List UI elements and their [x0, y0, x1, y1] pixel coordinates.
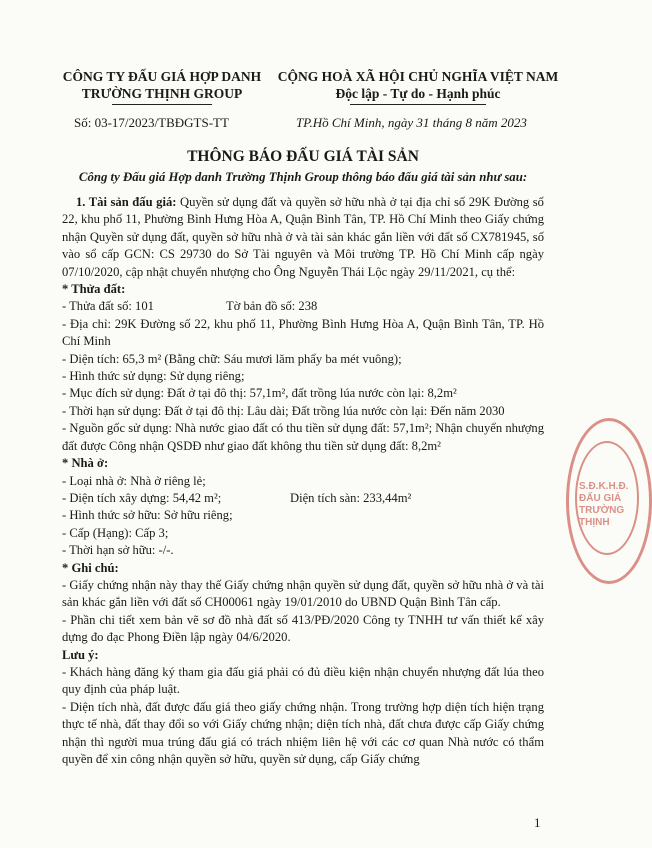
- land-origin: - Nguồn gốc sử dụng: Nhà nước giao đất có thu tiền sử dụng đất: 57,1m²; Nhận chuyển nhượng đất được Công nhận QSDĐ như giao đất không thu tiền sử dụng đất: 8,2m²: [62, 421, 544, 453]
- house-floor-area: Diện tích sàn: 233,44m²: [290, 490, 412, 505]
- note-1: - Giấy chứng nhận này thay thế Giấy chứng nhận quyền sử dụng đất, quyền sở hữu nhà ở và tài sản khác gắn liền với đất số CH00061 ngày 19/01/2010 do UBND Quận Bình Tân cấp.: [62, 577, 544, 610]
- land-parcel-row: [62, 298, 544, 315]
- asset-paragraph: [62, 194, 544, 281]
- house-build-area: - Diện tích xây dựng: 54,42 m²;: [62, 490, 222, 505]
- land-map-sheet: Tờ bản đồ số: 238: [226, 299, 318, 314]
- land-address: - Địa chỉ: 29K Đường số 22, khu phố 11, Phường Bình Hưng Hòa A, Quận Bình Tân, TP. Hồ Chí Minh: [62, 316, 544, 349]
- land-usage-purpose: - Mục đích sử dụng: Đất ở tại đô thị: 57,1m², đất trồng lúa nước còn lại: 8,2m²: [62, 386, 457, 401]
- document-title: THÔNG BÁO ĐẤU GIÁ TÀI SẢN: [187, 148, 419, 165]
- asset-label: 1. Tài sản đấu giá:: [76, 195, 177, 209]
- remark-1: - Khách hàng đăng ký tham gia đấu giá phải có đủ điều kiện nhận chuyển nhượng đất lúa theo quy định của pháp luật.: [62, 664, 544, 697]
- note-2: - Phần chi tiết xem bản vẽ sơ đồ nhà đất số 413/PĐ/2020 Công ty TNHH tư vấn thiết kế xây dựng đo đạc Phong Điền lập ngày 04/6/2020.: [62, 612, 544, 645]
- document-number: Số: 03-17/2023/TBĐGTS-TT: [74, 115, 229, 130]
- company-name-line2: TRƯỜNG THỊNH GROUP: [81, 86, 243, 101]
- place-date: TP.Hồ Chí Minh, ngày 31 tháng 8 năm 2023: [296, 115, 527, 130]
- land-usage-term: - Thời hạn sử dụng: Đất ở tại đô thị: Lâu dài; Đất trồng lúa nước còn lại: Đến năm 2030: [62, 403, 505, 418]
- notes-heading: * Ghi chú:: [62, 560, 119, 575]
- company-underline: [112, 104, 212, 105]
- nation-line1: CỘNG HOÀ XÃ HỘI CHỦ NGHĨA VIỆT NAM: [277, 69, 559, 84]
- house-term: - Thời hạn sở hữu: -/-.: [62, 543, 174, 558]
- company-seal: [566, 418, 652, 584]
- document-body: [62, 194, 544, 768]
- house-area-row: [62, 490, 544, 507]
- seal-text: S.Đ.K.H.Đ. ĐẤU GIÁ TRƯỜNG THỊNH: [579, 481, 629, 528]
- house-heading: * Nhà ở:: [62, 456, 109, 471]
- nation-underline: [350, 104, 486, 105]
- nation-line2: Độc lập - Tự do - Hạnh phúc: [335, 86, 501, 101]
- company-name-line1: CÔNG TY ĐẤU GIÁ HỢP DANH: [62, 69, 262, 84]
- house-ownership: - Hình thức sở hữu: Sở hữu riêng;: [62, 508, 233, 523]
- house-type: - Loại nhà ở: Nhà ở riêng lẻ;: [62, 473, 206, 488]
- land-heading: * Thửa đất:: [62, 282, 126, 297]
- document-subtitle: Công ty Đấu giá Hợp danh Trường Thịnh Group thông báo đấu giá tài sản như sau:: [78, 170, 528, 184]
- remarks-heading: Lưu ý:: [62, 647, 99, 662]
- house-grade: - Cấp (Hạng): Cấp 3;: [62, 525, 169, 540]
- remark-2: - Diện tích nhà, đất được đấu giá theo giấy chứng nhận. Trong trường hợp diện tích hiện trạng thực tế nhà, đất thay đổi so với Giấy chứng nhận; diện tích nhà, đất chưa được cấp Giấy chứng nhận thì người mua trúng đấu giá có trách nhiệm liên hệ với các cơ quan Nhà nước có thẩm quyền để xin công nhận quyền sở hữu, quyền sử dụng, cấp Giấy chứng: [62, 699, 544, 766]
- land-parcel: - Thửa đất số: 101: [62, 299, 154, 314]
- asset-text: Quyền sử dụng đất và quyền sở hữu nhà ở tại địa chỉ số 29K Đường số 22, khu phố 11, Phường Bình Hưng Hòa A, Quận Bình Tân, TP. Hồ Chí Minh theo Giấy chứng nhận Quyền sử dụng đất, quyền sở hữu nhà ở và tài sản khác gắn liền với đất số CX781945, số vào sổ cấp GCN: CS 29730 do Sở Tài nguyên và Môi trường TP. Hồ Chí Minh cấp ngày 07/10/2020, cập nhật chuyển nhượng cho Ông Nguyễn Thái Lộc ngày 29/11/2021, cụ thể:: [62, 195, 544, 279]
- land-area: - Diện tích: 65,3 m² (Bằng chữ: Sáu mươi lăm phẩy ba mét vuông);: [62, 351, 402, 366]
- page-number: 1: [534, 815, 541, 830]
- land-usage-form: - Hình thức sử dụng: Sử dụng riêng;: [62, 369, 245, 384]
